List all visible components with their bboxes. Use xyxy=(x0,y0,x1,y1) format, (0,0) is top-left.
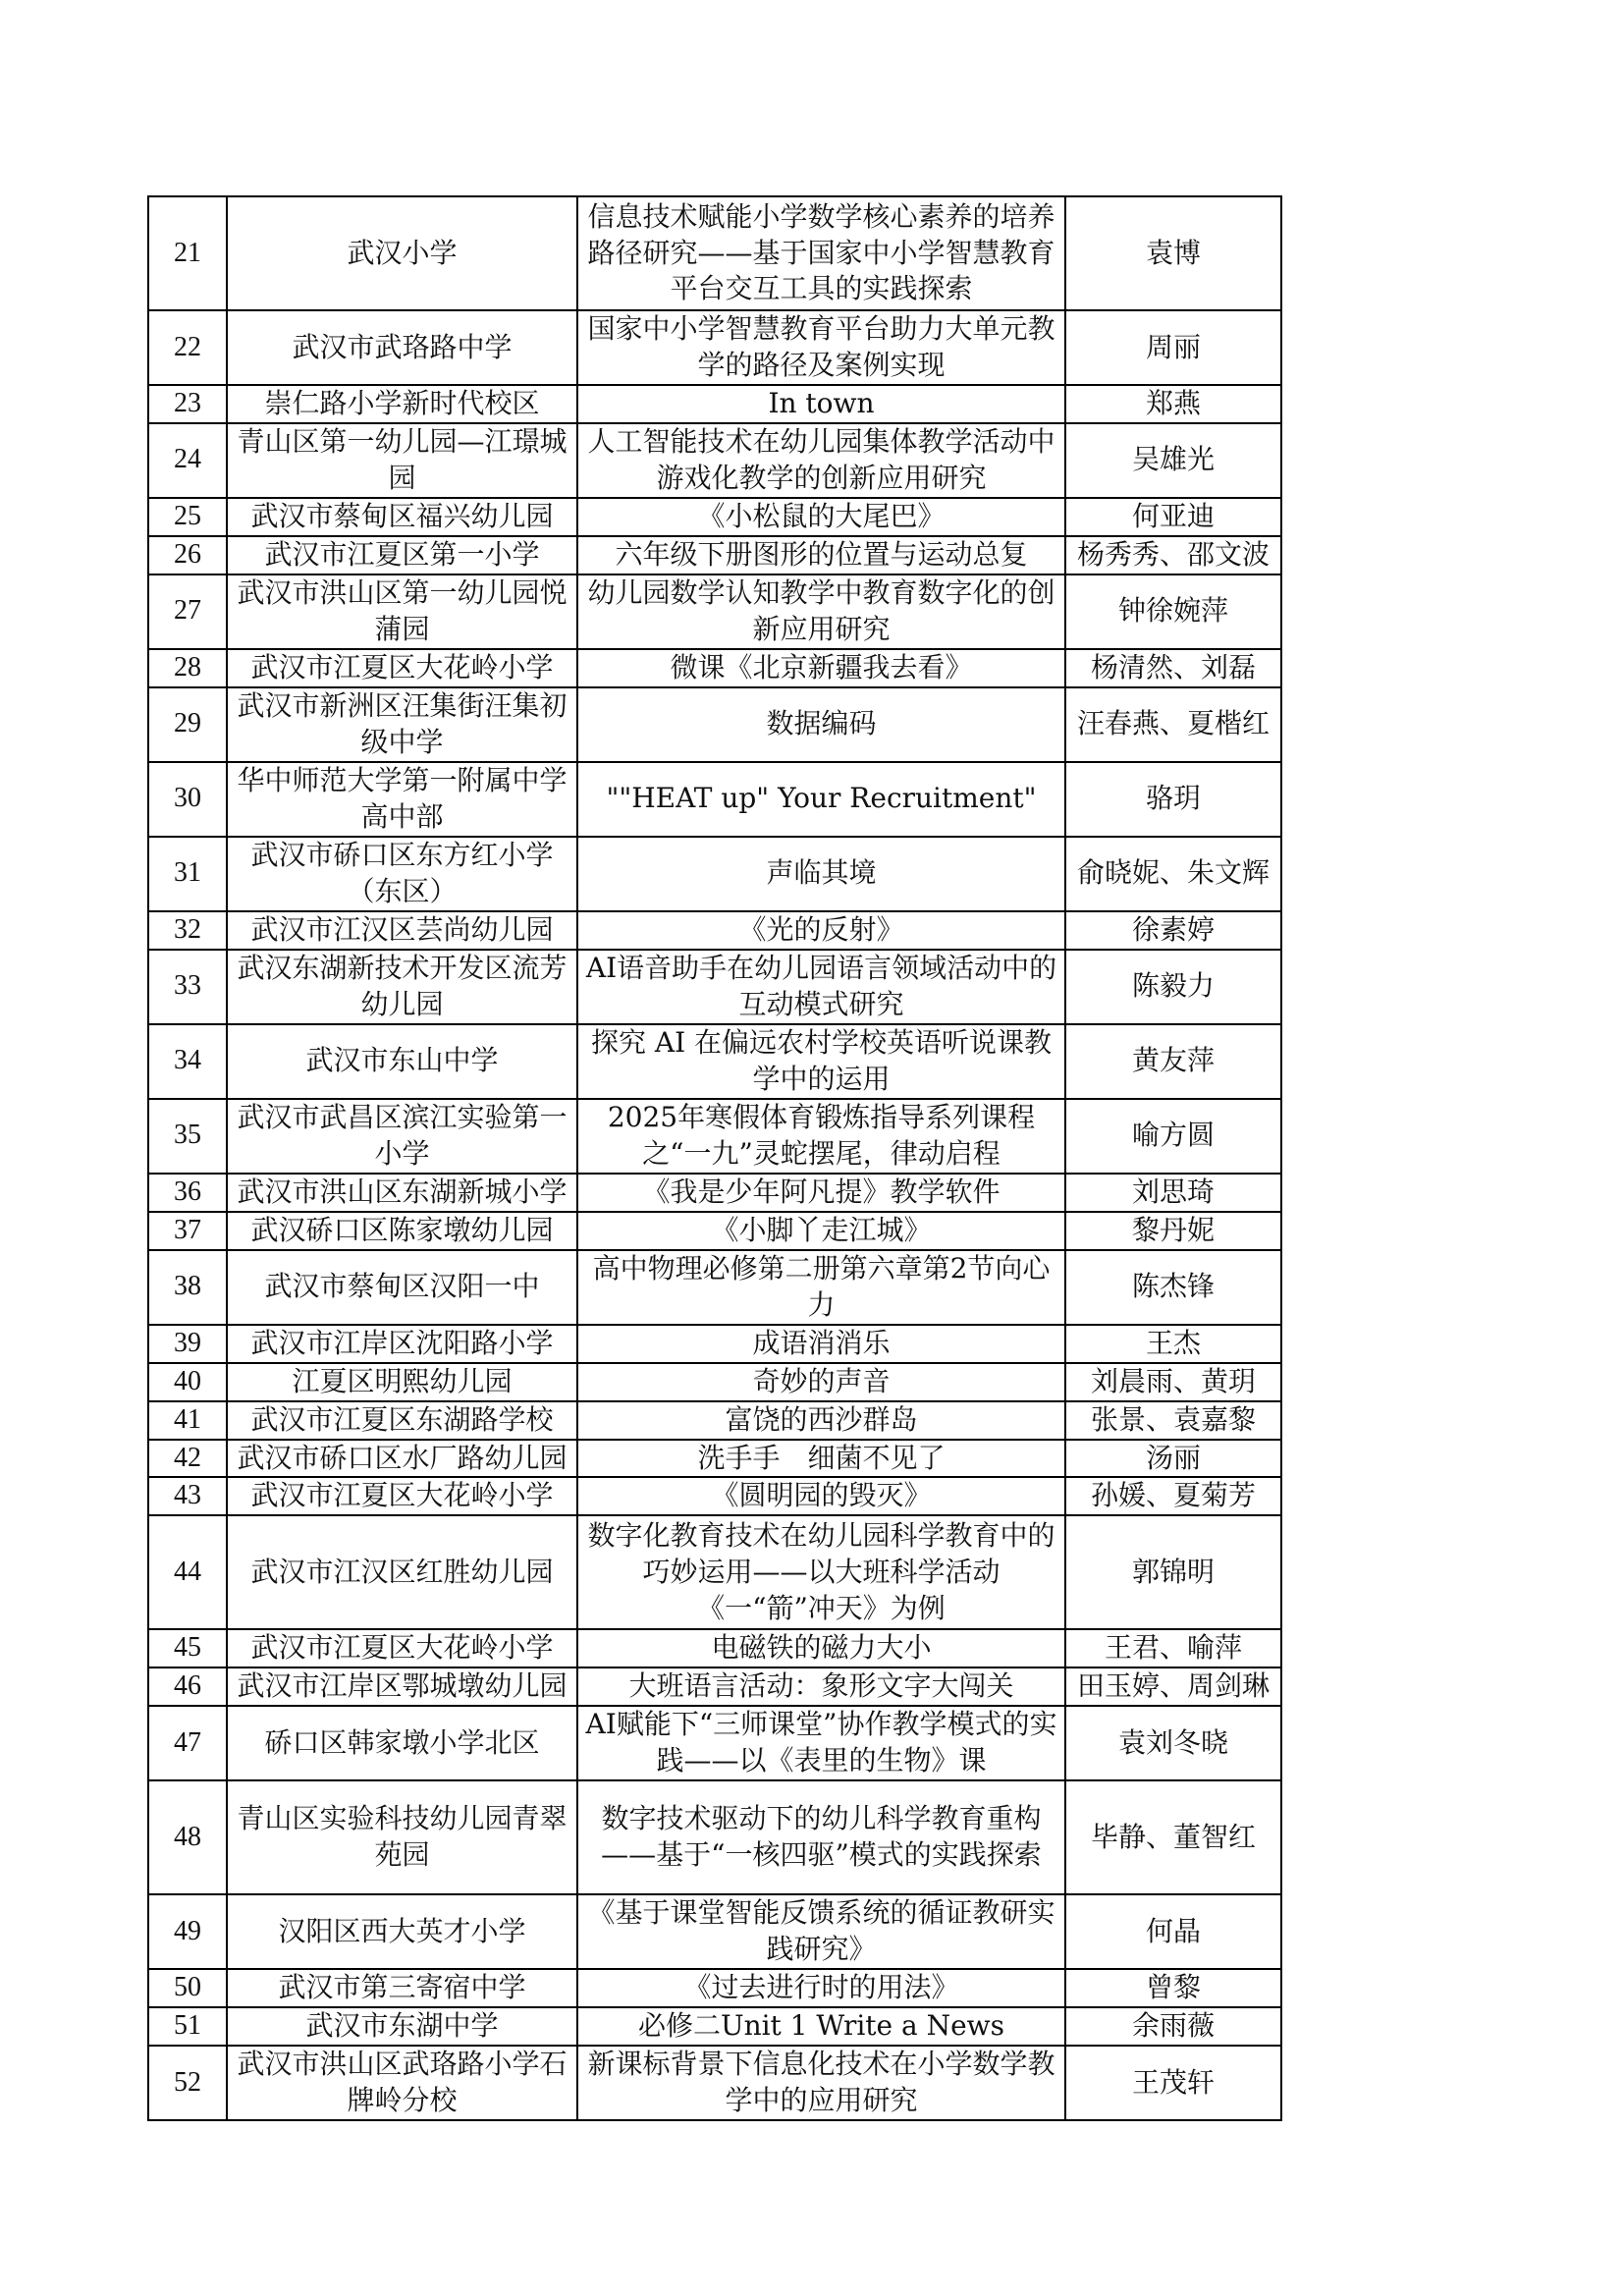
cell-number: 22 xyxy=(148,310,227,385)
cell-title: In town xyxy=(577,385,1065,423)
cell-school: 武汉市蔡甸区福兴幼儿园 xyxy=(227,498,577,536)
cell-author: 曾黎 xyxy=(1065,1969,1281,2007)
table-row xyxy=(148,1667,1281,1706)
cell-school: 武汉市江岸区沈阳路小学 xyxy=(227,1325,577,1363)
table-row xyxy=(148,1212,1281,1250)
cell-author: 王杰 xyxy=(1065,1325,1281,1363)
cell-school: 武汉市江岸区鄂城墩幼儿园 xyxy=(227,1667,577,1706)
cell-author: 田玉婷、周剑琳 xyxy=(1065,1667,1281,1706)
cell-school: 武汉东湖新技术开发区流芳幼儿园 xyxy=(227,950,577,1024)
cell-school: 武汉市蔡甸区汉阳一中 xyxy=(227,1250,577,1325)
table-row xyxy=(148,1325,1281,1363)
cell-number: 47 xyxy=(148,1706,227,1780)
cell-number: 24 xyxy=(148,423,227,498)
cell-title: 幼儿园数学认知教学中教育数字化的创新应用研究 xyxy=(577,574,1065,649)
table-row xyxy=(148,1363,1281,1401)
cell-title: 成语消消乐 xyxy=(577,1325,1065,1363)
cell-number: 44 xyxy=(148,1515,227,1629)
cell-number: 52 xyxy=(148,2046,227,2120)
cell-title: 《光的反射》 xyxy=(577,911,1065,950)
cell-number: 48 xyxy=(148,1780,227,1894)
cell-title: 大班语言活动：象形文字大闯关 xyxy=(577,1667,1065,1706)
cell-number: 42 xyxy=(148,1440,227,1478)
table-row xyxy=(148,1894,1281,1969)
cell-number: 31 xyxy=(148,837,227,911)
cell-number: 46 xyxy=(148,1667,227,1706)
cell-number: 23 xyxy=(148,385,227,423)
cell-school: 华中师范大学第一附属中学高中部 xyxy=(227,762,577,837)
cell-school: 武汉市洪山区武珞路小学石牌岭分校 xyxy=(227,2046,577,2120)
cell-school: 青山区实验科技幼儿园青翠苑园 xyxy=(227,1780,577,1894)
cell-number: 49 xyxy=(148,1894,227,1969)
cell-author: 杨秀秀、邵文波 xyxy=(1065,536,1281,574)
cell-title: 六年级下册图形的位置与运动总复 xyxy=(577,536,1065,574)
cell-author: 张景、袁嘉黎 xyxy=(1065,1401,1281,1440)
cell-author: 何亚迪 xyxy=(1065,498,1281,536)
table-row xyxy=(148,1969,1281,2007)
table-row xyxy=(148,1706,1281,1780)
cell-author: 郭锦明 xyxy=(1065,1515,1281,1629)
cell-author: 陈杰锋 xyxy=(1065,1250,1281,1325)
cell-number: 41 xyxy=(148,1401,227,1440)
cell-author: 袁刘冬晓 xyxy=(1065,1706,1281,1780)
cell-author: 余雨薇 xyxy=(1065,2007,1281,2046)
cell-author: 黎丹妮 xyxy=(1065,1212,1281,1250)
table-row xyxy=(148,950,1281,1024)
cell-school: 武汉市新洲区汪集街汪集初级中学 xyxy=(227,687,577,762)
cell-title: 2025年寒假体育锻炼指导系列课程之“一九”灵蛇摆尾，律动启程 xyxy=(577,1099,1065,1174)
cell-number: 33 xyxy=(148,950,227,1024)
cell-author: 王茂轩 xyxy=(1065,2046,1281,2120)
cell-title: 《小松鼠的大尾巴》 xyxy=(577,498,1065,536)
cell-school: 硚口区韩家墩小学北区 xyxy=(227,1706,577,1780)
table-row xyxy=(148,1477,1281,1515)
cell-title: 《小脚丫走江城》 xyxy=(577,1212,1065,1250)
cell-school: 武汉市洪山区东湖新城小学 xyxy=(227,1174,577,1212)
cell-school: 武汉市江夏区大花岭小学 xyxy=(227,649,577,687)
cell-title: 信息技术赋能小学数学核心素养的培养路径研究——基于国家中小学智慧教育平台交互工具的实践探索 xyxy=(577,196,1065,310)
cell-school: 武汉市东山中学 xyxy=(227,1024,577,1099)
cell-number: 34 xyxy=(148,1024,227,1099)
table-row xyxy=(148,2007,1281,2046)
cell-title: 微课《北京新疆我去看》 xyxy=(577,649,1065,687)
table-row xyxy=(148,1780,1281,1894)
cell-school: 武汉小学 xyxy=(227,196,577,310)
table-row xyxy=(148,536,1281,574)
cell-author: 吴雄光 xyxy=(1065,423,1281,498)
cell-school: 武汉市江汉区芸尚幼儿园 xyxy=(227,911,577,950)
cell-number: 40 xyxy=(148,1363,227,1401)
cell-title: 探究 AI 在偏远农村学校英语听说课教学中的运用 xyxy=(577,1024,1065,1099)
table-row xyxy=(148,2046,1281,2120)
cell-number: 43 xyxy=(148,1477,227,1515)
cell-number: 28 xyxy=(148,649,227,687)
cell-title: 《圆明园的毁灭》 xyxy=(577,1477,1065,1515)
cell-title: 数据编码 xyxy=(577,687,1065,762)
cell-author: 钟徐婉萍 xyxy=(1065,574,1281,649)
cell-title: 国家中小学智慧教育平台助力大单元教学的路径及案例实现 xyxy=(577,310,1065,385)
cell-number: 36 xyxy=(148,1174,227,1212)
cell-number: 29 xyxy=(148,687,227,762)
table-row xyxy=(148,1024,1281,1099)
cell-number: 38 xyxy=(148,1250,227,1325)
cell-author: 周丽 xyxy=(1065,310,1281,385)
cell-title: 声临其境 xyxy=(577,837,1065,911)
cell-title: 奇妙的声音 xyxy=(577,1363,1065,1401)
cell-number: 39 xyxy=(148,1325,227,1363)
table-row xyxy=(148,498,1281,536)
cell-title: 富饶的西沙群岛 xyxy=(577,1401,1065,1440)
cell-author: 何晶 xyxy=(1065,1894,1281,1969)
cell-school: 武汉市东湖中学 xyxy=(227,2007,577,2046)
cell-title: 《基于课堂智能反馈系统的循证教研实践研究》 xyxy=(577,1894,1065,1969)
cell-title: AI语音助手在幼儿园语言领域活动中的互动模式研究 xyxy=(577,950,1065,1024)
table-row xyxy=(148,649,1281,687)
cell-author: 刘晨雨、黄玥 xyxy=(1065,1363,1281,1401)
cell-number: 25 xyxy=(148,498,227,536)
table-row xyxy=(148,687,1281,762)
table-row xyxy=(148,574,1281,649)
cell-number: 30 xyxy=(148,762,227,837)
cell-title: 必修二Unit 1 Write a News xyxy=(577,2007,1065,2046)
cell-title: ""HEAT up" Your Recruitment" xyxy=(577,762,1065,837)
cell-school: 江夏区明熙幼儿园 xyxy=(227,1363,577,1401)
cell-number: 51 xyxy=(148,2007,227,2046)
table-row xyxy=(148,310,1281,385)
cell-title: AI赋能下“三师课堂”协作教学模式的实践——以《表里的生物》课 xyxy=(577,1706,1065,1780)
table-row xyxy=(148,1401,1281,1440)
cell-author: 喻方圆 xyxy=(1065,1099,1281,1174)
cell-school: 武汉市硚口区水厂路幼儿园 xyxy=(227,1440,577,1478)
cell-author: 王君、喻萍 xyxy=(1065,1629,1281,1667)
cell-school: 武汉市江夏区第一小学 xyxy=(227,536,577,574)
cell-school: 武汉市武珞路中学 xyxy=(227,310,577,385)
cell-title: 高中物理必修第二册第六章第2节向心力 xyxy=(577,1250,1065,1325)
table-row xyxy=(148,1099,1281,1174)
table-row xyxy=(148,1629,1281,1667)
cell-number: 37 xyxy=(148,1212,227,1250)
cell-school: 武汉市硚口区东方红小学（东区） xyxy=(227,837,577,911)
cell-title: 洗手手 细菌不见了 xyxy=(577,1440,1065,1478)
cell-author: 刘思琦 xyxy=(1065,1174,1281,1212)
cell-number: 45 xyxy=(148,1629,227,1667)
cell-title: 《我是少年阿凡提》教学软件 xyxy=(577,1174,1065,1212)
cell-school: 武汉市江夏区东湖路学校 xyxy=(227,1401,577,1440)
cell-author: 毕静、董智红 xyxy=(1065,1780,1281,1894)
table-row xyxy=(148,1440,1281,1478)
cell-author: 俞晓妮、朱文辉 xyxy=(1065,837,1281,911)
cell-author: 黄友萍 xyxy=(1065,1024,1281,1099)
table-row xyxy=(148,762,1281,837)
entries-table xyxy=(147,195,1282,2121)
table-row xyxy=(148,196,1281,310)
cell-number: 21 xyxy=(148,196,227,310)
table-row xyxy=(148,1515,1281,1629)
cell-number: 26 xyxy=(148,536,227,574)
cell-school: 武汉硚口区陈家墩幼儿园 xyxy=(227,1212,577,1250)
table-row xyxy=(148,423,1281,498)
cell-number: 35 xyxy=(148,1099,227,1174)
cell-school: 汉阳区西大英才小学 xyxy=(227,1894,577,1969)
cell-school: 武汉市洪山区第一幼儿园悦蒲园 xyxy=(227,574,577,649)
cell-author: 骆玥 xyxy=(1065,762,1281,837)
cell-school: 崇仁路小学新时代校区 xyxy=(227,385,577,423)
cell-author: 郑燕 xyxy=(1065,385,1281,423)
cell-school: 武汉市江夏区大花岭小学 xyxy=(227,1477,577,1515)
cell-number: 32 xyxy=(148,911,227,950)
table-row xyxy=(148,1174,1281,1212)
cell-author: 杨清然、刘磊 xyxy=(1065,649,1281,687)
cell-author: 汤丽 xyxy=(1065,1440,1281,1478)
table-row xyxy=(148,1250,1281,1325)
cell-author: 徐素婷 xyxy=(1065,911,1281,950)
cell-title: 数字化教育技术在幼儿园科学教育中的巧妙运用——以大班科学活动《一“箭”冲天》为例 xyxy=(577,1515,1065,1629)
cell-title: 电磁铁的磁力大小 xyxy=(577,1629,1065,1667)
cell-title: 《过去进行时的用法》 xyxy=(577,1969,1065,2007)
cell-author: 袁博 xyxy=(1065,196,1281,310)
table-row xyxy=(148,911,1281,950)
cell-number: 27 xyxy=(148,574,227,649)
cell-title: 人工智能技术在幼儿园集体教学活动中游戏化教学的创新应用研究 xyxy=(577,423,1065,498)
table-row xyxy=(148,837,1281,911)
cell-author: 汪春燕、夏楷红 xyxy=(1065,687,1281,762)
cell-number: 50 xyxy=(148,1969,227,2007)
table-row xyxy=(148,385,1281,423)
cell-title: 新课标背景下信息化技术在小学数学教学中的应用研究 xyxy=(577,2046,1065,2120)
cell-school: 青山区第一幼儿园—江璟城园 xyxy=(227,423,577,498)
table-body xyxy=(148,196,1281,2120)
cell-school: 武汉市第三寄宿中学 xyxy=(227,1969,577,2007)
cell-title: 数字技术驱动下的幼儿科学教育重构——基于“一核四驱”模式的实践探索 xyxy=(577,1780,1065,1894)
cell-author: 孙媛、夏菊芳 xyxy=(1065,1477,1281,1515)
cell-school: 武汉市江汉区红胜幼儿园 xyxy=(227,1515,577,1629)
cell-school: 武汉市武昌区滨江实验第一小学 xyxy=(227,1099,577,1174)
cell-author: 陈毅力 xyxy=(1065,950,1281,1024)
cell-school: 武汉市江夏区大花岭小学 xyxy=(227,1629,577,1667)
